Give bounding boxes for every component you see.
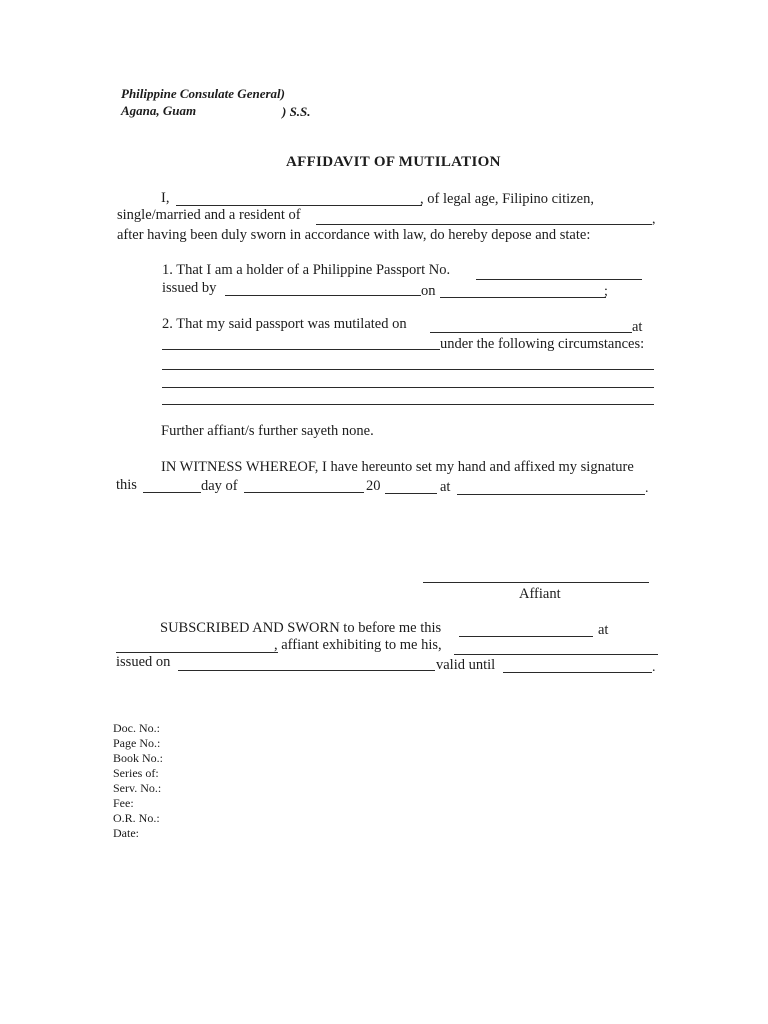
resident-of-label: single/married and a resident of [117, 207, 301, 223]
series-of-label: Series of: [113, 766, 159, 780]
or-no-label: O.R. No.: [113, 811, 160, 825]
affiant-exhibiting-text: , affiant exhibiting to me his, [274, 637, 442, 653]
issued-on-label: on [421, 283, 436, 299]
circumstances-label: under the following circumstances: [440, 336, 645, 352]
witness-year-blank[interactable] [385, 493, 437, 494]
fee-label: Fee: [113, 796, 134, 810]
date-label: Date: [113, 826, 139, 840]
sworn-statement: after having been duly sworn in accordance with law, do hereby depose and state: [117, 227, 591, 243]
day-of-label: day of [201, 478, 238, 494]
mutilation-at-label: at [632, 319, 643, 335]
sworn-at-label: at [598, 622, 609, 638]
legal-age-text: , of legal age, Filipino citizen, [420, 191, 594, 207]
doc-no-label: Doc. No.: [113, 721, 160, 735]
witness-this-label: this [116, 477, 137, 493]
ss-marker: ) S.S. [282, 104, 311, 119]
serv-no-label: Serv. No.: [113, 781, 162, 795]
year-prefix: 20 [366, 478, 381, 494]
sworn-date-blank[interactable] [459, 636, 593, 637]
book-no-label: Book No.: [113, 751, 164, 765]
subscribed-sworn-text: SUBSCRIBED AND SWORN to before me this [160, 620, 442, 636]
witness-day-blank[interactable] [143, 492, 201, 493]
mutilation-place-blank[interactable] [162, 349, 440, 350]
document-title: AFFIDAVIT OF MUTILATION [286, 154, 501, 170]
circumstances-line-1[interactable] [162, 369, 654, 370]
intro-i-label: I, [161, 190, 170, 206]
circumstances-line-3[interactable] [162, 404, 654, 405]
witness-place-blank[interactable] [457, 494, 645, 495]
issued-by-label: issued by [162, 280, 217, 296]
residence-comma: , [652, 212, 656, 227]
issue-date-blank[interactable] [440, 297, 606, 298]
consulate-header: Philippine Consulate General) [121, 86, 285, 101]
id-document-blank[interactable] [454, 654, 658, 655]
passport-holder-text: 1. That I am a holder of a Philippine Passport No. [162, 262, 451, 278]
further-sayeth-text: Further affiant/s further sayeth none. [161, 423, 374, 439]
witness-at-label: at [440, 479, 451, 495]
id-issue-date-blank[interactable] [178, 670, 435, 671]
mutilated-on-text: 2. That my said passport was mutilated on [162, 316, 407, 332]
circumstances-line-2[interactable] [162, 387, 654, 388]
residence-blank[interactable] [316, 224, 652, 225]
sworn-place-blank[interactable] [116, 652, 278, 653]
affiant-name-blank[interactable] [176, 205, 422, 206]
witness-whereof-text: IN WITNESS WHEREOF, I have hereunto set my hand and affixed my signature [161, 459, 634, 475]
witness-period: . [645, 481, 649, 496]
valid-until-period: . [652, 660, 656, 675]
witness-month-blank[interactable] [244, 492, 364, 493]
affiant-signature-line[interactable] [423, 582, 649, 583]
affiant-label: Affiant [519, 586, 561, 602]
issued-on-label-2: issued on [116, 654, 171, 670]
valid-until-label: valid until [436, 657, 496, 673]
location-header: Agana, Guam [121, 103, 197, 118]
valid-until-blank[interactable] [503, 672, 652, 673]
issued-by-blank[interactable] [225, 295, 421, 296]
passport-number-blank[interactable] [476, 279, 642, 280]
page-no-label: Page No.: [113, 736, 161, 750]
mutilation-date-blank[interactable] [430, 332, 632, 333]
item1-semicolon: ; [604, 284, 608, 299]
